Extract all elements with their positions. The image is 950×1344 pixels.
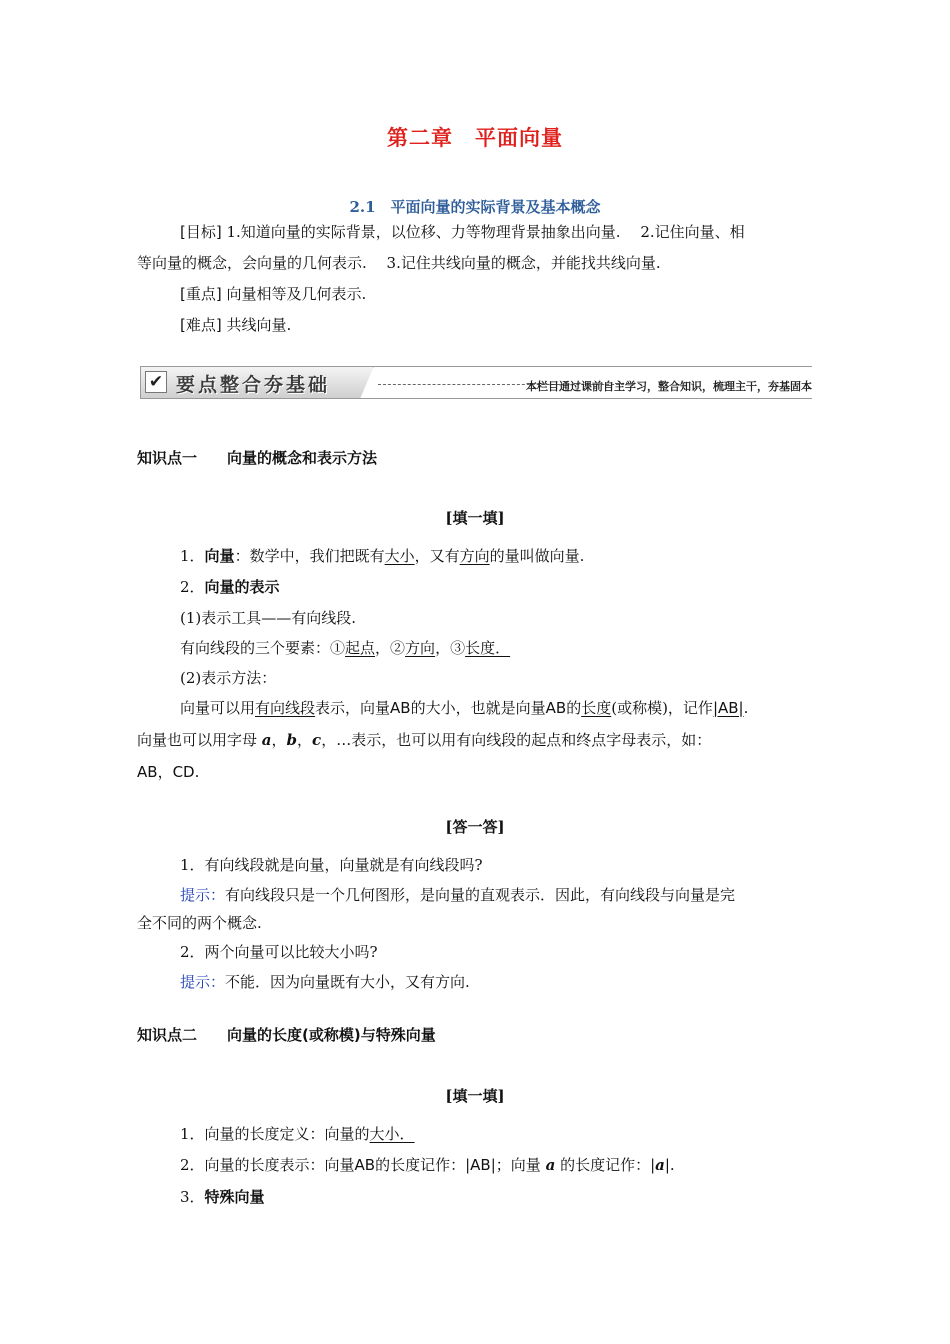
goals-line-2: 等向量的概念，会向量的几何表示. 3.记住共线向量的概念，并能找共线向量.: [137, 254, 661, 272]
key-point-label: [重点]: [180, 285, 222, 303]
kp1-l4-sep2: ，③: [435, 639, 466, 657]
kp2-l2-end: |.: [664, 1156, 675, 1174]
kp1-l2-term: 向量的表示: [204, 578, 280, 596]
kp2-l2-text4: 的长度记作：|: [555, 1156, 656, 1174]
kp2-l2-text2: 的长度记作：|: [375, 1156, 471, 1174]
answer-1-line-2: 全不同的两个概念.: [137, 914, 262, 932]
blank-directed-segment: 有向线段: [255, 699, 316, 717]
kp1-line-3: (1)表示工具——有向线段.: [180, 609, 357, 627]
kp1-line-5: (2)表示方法：: [180, 669, 277, 687]
blank-direction: 方向: [459, 547, 490, 565]
kp1-l7-text2: ，…表示，也可以用有向线段的起点和终点字母表示，如：: [321, 731, 712, 749]
blank-magnitude-2: 大小．: [369, 1125, 415, 1143]
kp1-l1-text3: 的量叫做向量.: [489, 547, 585, 565]
key-point-line: [180, 284, 366, 304]
letter-a: a: [261, 731, 272, 749]
kp1-line-1: [180, 546, 584, 566]
vector-ab: AB: [390, 699, 411, 717]
key-point-text: 向量相等及几何表示.: [221, 285, 367, 303]
kp1-l4-text: 有向线段的三个要素：①: [180, 639, 346, 657]
goal-label: [目标]: [180, 223, 222, 241]
kp2-heading: 知识点二 向量的长度(或称模)与特殊向量: [137, 1026, 436, 1044]
letter-a-2: a: [545, 1156, 556, 1174]
vector-ab-3: AB: [354, 1156, 376, 1174]
kp1-line-8: [137, 762, 199, 782]
question-1: 1．有向线段就是向量，向量就是有向线段吗?: [180, 856, 483, 874]
goal-text-1: 1.知道向量的实际背景，以位移、力等物理背景抽象出向量. 2.记住向量、相: [221, 223, 745, 241]
hint-label-2: 提示：: [180, 973, 226, 991]
difficult-point-text: 共线向量.: [221, 316, 292, 334]
vector-ab-4: AB: [470, 1156, 491, 1174]
kp1-l6-text5: (或称模)，记作: [611, 699, 713, 717]
kp2-fill-title: [填一填]: [445, 1087, 505, 1105]
blank-length-2: 长度: [581, 699, 612, 717]
kp1-l7-sep1: ，: [271, 731, 287, 749]
kp2-l2-text3: |；向量: [490, 1156, 546, 1174]
difficult-point-line: [180, 315, 291, 335]
blank-start-point: 起点: [345, 639, 376, 657]
question-2: 2．两个向量可以比较大小吗?: [180, 943, 378, 961]
blank-magnitude: 大小: [384, 547, 415, 565]
kp1-line-6: [180, 698, 748, 718]
kp1-line-4: [180, 638, 510, 658]
kp2-l3-prefix: 3．: [180, 1188, 205, 1206]
kp2-l2-text: 2．向量的长度表示：向量: [180, 1156, 355, 1174]
kp1-l1-text2: ，又有: [414, 547, 460, 565]
answer-2: [180, 972, 470, 992]
kp1-l7-text: 向量也可以用字母: [137, 731, 262, 749]
banner-bottom-rule: [140, 398, 812, 399]
blank-modulus: |AB|: [712, 699, 744, 717]
letter-c: c: [312, 731, 322, 749]
section-title: 2.1 平面向量的实际背景及基本概念: [349, 198, 601, 216]
answer-1-line-1: [180, 885, 735, 905]
blank-direction-2: 方向: [405, 639, 436, 657]
kp2-line-3: [180, 1187, 265, 1207]
kp1-l6-text3: 的大小，也就是向量: [410, 699, 546, 717]
kp1-l8-sep: ，: [157, 763, 173, 781]
banner-title: 要点整合夯基础: [176, 374, 331, 396]
answer-1-text: 有向线段只是一个几何图形，是向量的直观表示．因此，有向线段与向量是完: [225, 886, 736, 904]
kp2-l1-text: 1．向量的长度定义：向量的: [180, 1125, 370, 1143]
kp1-line-2: [180, 577, 280, 597]
kp1-l1-term: 向量: [204, 547, 235, 565]
kp1-l8-end: .: [194, 763, 200, 781]
vector-ab-example: AB: [137, 763, 158, 781]
kp1-l2-prefix: 2．: [180, 578, 205, 596]
kp1-line-7: [137, 730, 711, 750]
kp1-l7-sep2: ，: [297, 731, 313, 749]
kp1-heading: 知识点一 向量的概念和表示方法: [137, 449, 378, 467]
goals-line-1: [180, 222, 745, 242]
kp2-line-2: [180, 1155, 675, 1175]
checkmark-icon: ✔: [145, 371, 167, 393]
banner-top-rule: [372, 366, 812, 367]
kp1-l6-text2: 表示，向量: [315, 699, 391, 717]
vector-ab-2: AB: [545, 699, 567, 717]
banner-note: 本栏目通过课前自主学习，整合知识，梳理主干，夯基固本: [526, 380, 812, 393]
kp1-l4-sep1: ，②: [375, 639, 406, 657]
letter-a-3: a: [655, 1156, 665, 1174]
kp1-l6-end: .: [743, 699, 749, 717]
kp1-l6-text4: 的: [566, 699, 582, 717]
kp1-l1-text: ：数学中，我们把既有: [234, 547, 385, 565]
kp1-l1-prefix: 1．: [180, 547, 205, 565]
blank-length: 长度．: [465, 639, 511, 657]
answer-2-text: 不能．因为向量既有大小，又有方向.: [225, 973, 470, 991]
section-banner: [140, 366, 812, 399]
kp2-l3-term: 特殊向量: [204, 1188, 265, 1206]
kp1-answer-title: [答一答]: [445, 818, 505, 836]
chapter-title: 第二章 平面向量: [387, 125, 563, 150]
kp2-line-1: [180, 1124, 415, 1144]
difficult-point-label: [难点]: [180, 316, 222, 334]
hint-label-1: 提示：: [180, 886, 226, 904]
kp1-l6-text: 向量可以用: [180, 699, 256, 717]
letter-b: b: [286, 731, 298, 749]
vector-cd-example: CD: [172, 763, 195, 781]
kp1-fill-title: [填一填]: [445, 509, 505, 527]
